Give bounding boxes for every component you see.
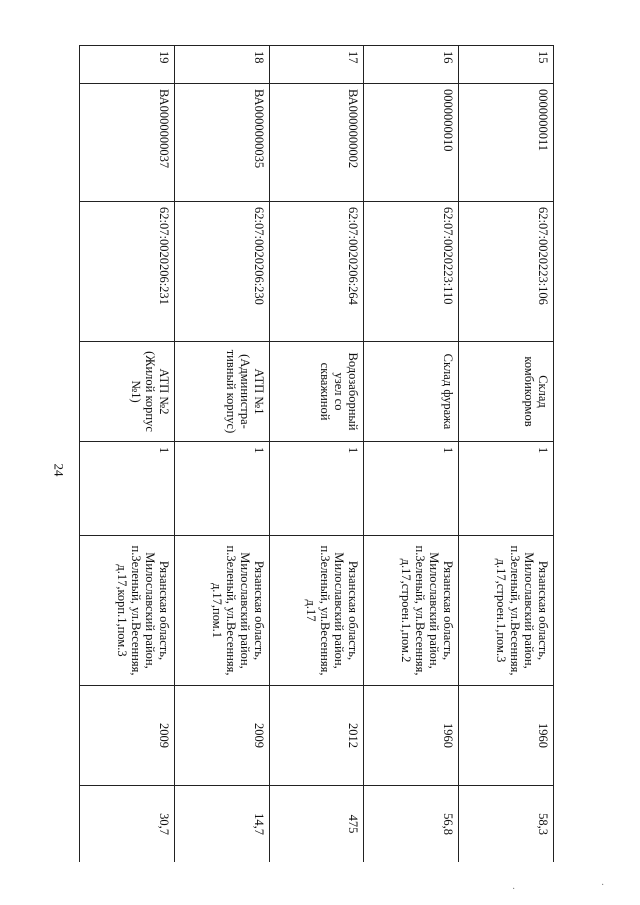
- cadastral-number-cell: 62:07:0020223:106: [459, 202, 554, 342]
- address-cell: Рязанская область, Милославский район, п.Зеленый, ул.Весенняя, д.17,строен.1,пом.2: [364, 536, 459, 686]
- address-cell: Рязанская область, Милославский район, п.Зеленый, ул.Весенняя, д.17,корп.1,пом.3: [80, 536, 175, 686]
- area-cell: 58,3: [459, 786, 554, 863]
- area-cell: 56,8: [364, 786, 459, 863]
- cadastral-number-cell: 62:07:0020206:230: [174, 202, 269, 342]
- object-name-cell: Водозаборный узел со скважиной: [269, 342, 364, 442]
- table-row: [174, 46, 269, 863]
- cadastral-number-cell: 62:07:0020206:264: [269, 202, 364, 342]
- object-name-cell: АТП №2 (Жилой корпус №1): [80, 342, 175, 442]
- property-table: [79, 45, 554, 862]
- address-cell: Рязанская область, Милославский район, п.Зеленый, ул.Весенняя, д.17: [269, 536, 364, 686]
- table-row: [269, 46, 364, 863]
- inventory-number-cell: 0000000010: [364, 84, 459, 202]
- table-body: [80, 46, 554, 863]
- object-name-cell: Склад фуража: [364, 342, 459, 442]
- year-built-cell: 1960: [364, 686, 459, 786]
- area-cell: 30,7: [80, 786, 175, 863]
- row-number-cell: 15: [459, 46, 554, 84]
- area-cell: 475: [269, 786, 364, 863]
- row-number-cell: 17: [269, 46, 364, 84]
- row-number-cell: 19: [80, 46, 175, 84]
- row-number-cell: 18: [174, 46, 269, 84]
- quantity-cell: 1: [364, 442, 459, 536]
- year-built-cell: 2009: [80, 686, 175, 786]
- year-built-cell: 2009: [174, 686, 269, 786]
- quantity-cell: 1: [459, 442, 554, 536]
- object-name-cell: Склад комбикормов: [459, 342, 554, 442]
- row-number-cell: 16: [364, 46, 459, 84]
- table-row: [80, 46, 175, 863]
- quantity-cell: 1: [269, 442, 364, 536]
- year-built-cell: 1960: [459, 686, 554, 786]
- address-cell: Рязанская область, Милославский район, п.Зеленый, ул.Весенняя, д.17,строен.1,пом.3: [459, 536, 554, 686]
- scan-speck: ·: [512, 884, 516, 895]
- area-cell: 14,7: [174, 786, 269, 863]
- inventory-number-cell: ВА0000000035: [174, 84, 269, 202]
- rotated-table-canvas: [79, 45, 554, 862]
- table-row: [459, 46, 554, 863]
- scan-speck: ·: [601, 880, 605, 891]
- quantity-cell: 1: [174, 442, 269, 536]
- object-name-cell: АТП №1 (Администра-тивный корпус): [174, 342, 269, 442]
- address-cell: Рязанская область, Милославский район, п.Зеленый, ул.Весенняя, д.17,пом.1: [174, 536, 269, 686]
- cadastral-number-cell: 62:07:0020206:231: [80, 202, 175, 342]
- year-built-cell: 2012: [269, 686, 364, 786]
- table-row: [364, 46, 459, 863]
- quantity-cell: 1: [80, 442, 175, 536]
- rotated-table-wrapper: [79, 45, 554, 862]
- cadastral-number-cell: 62:07:0020223:110: [364, 202, 459, 342]
- inventory-number-cell: ВА0000000037: [80, 84, 175, 202]
- inventory-number-cell: ВА0000000002: [269, 84, 364, 202]
- inventory-number-cell: 0000000011: [459, 84, 554, 202]
- page-number: 24: [51, 463, 67, 477]
